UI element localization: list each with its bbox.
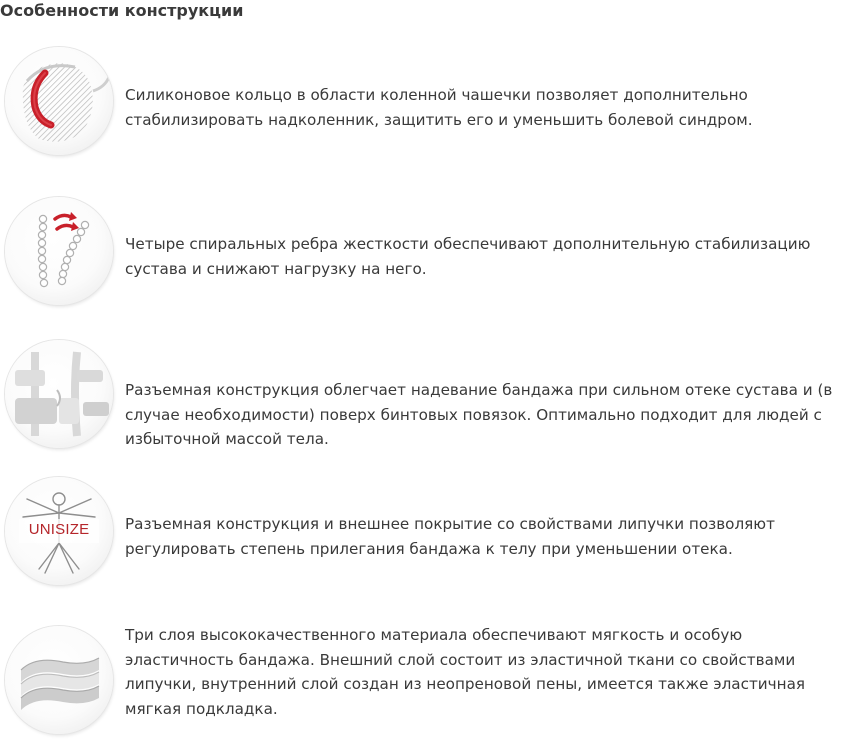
section-title: Особенности конструкции [0,1,244,20]
split-design-icon [5,340,113,448]
feature-text: Силиконовое кольцо в области коленной чашечки позволяет дополнительно стабилизировать надколенник, защитить его и уменьшить болевой синдром. [125,86,753,129]
feature-text: Разъемная конструкция облегчает надевание бандажа при сильном отеке сустава и (в случае необходимости) поверх бинтовых повязок. Оптимально подходит для людей с избыточной массой тела. [125,381,833,448]
feature-text: Четыре спиральных ребра жесткости обеспечивают дополнительную стабилизацию сустава и снижают нагрузку на него. [125,235,811,278]
unisize-label: UNISIZE [28,521,90,538]
material-layers-icon [5,626,113,734]
feature-text: Разъемная конструкция и внешнее покрытие со свойствами липучки позволяют регулировать степень прилегания бандажа к телу при уменьшении отека. [125,515,775,558]
feature-item [0,47,864,167]
feature-item [0,340,864,460]
feature-item [0,197,864,317]
knee-silicone-ring-icon [5,47,113,155]
spiral-ribs-icon [5,197,113,305]
feature-item [0,626,864,746]
unisize-figure-icon [5,477,113,585]
feature-text: Три слоя высококачественного материала обеспечивают мягкость и особую эластичность бандажа. Внешний слой состоит из эластичной ткани со свойствами липучки, внутренний слой создан из неопреновой пены, имеется также эластичная мягкая подкладка. [125,626,806,718]
feature-item [0,477,864,597]
